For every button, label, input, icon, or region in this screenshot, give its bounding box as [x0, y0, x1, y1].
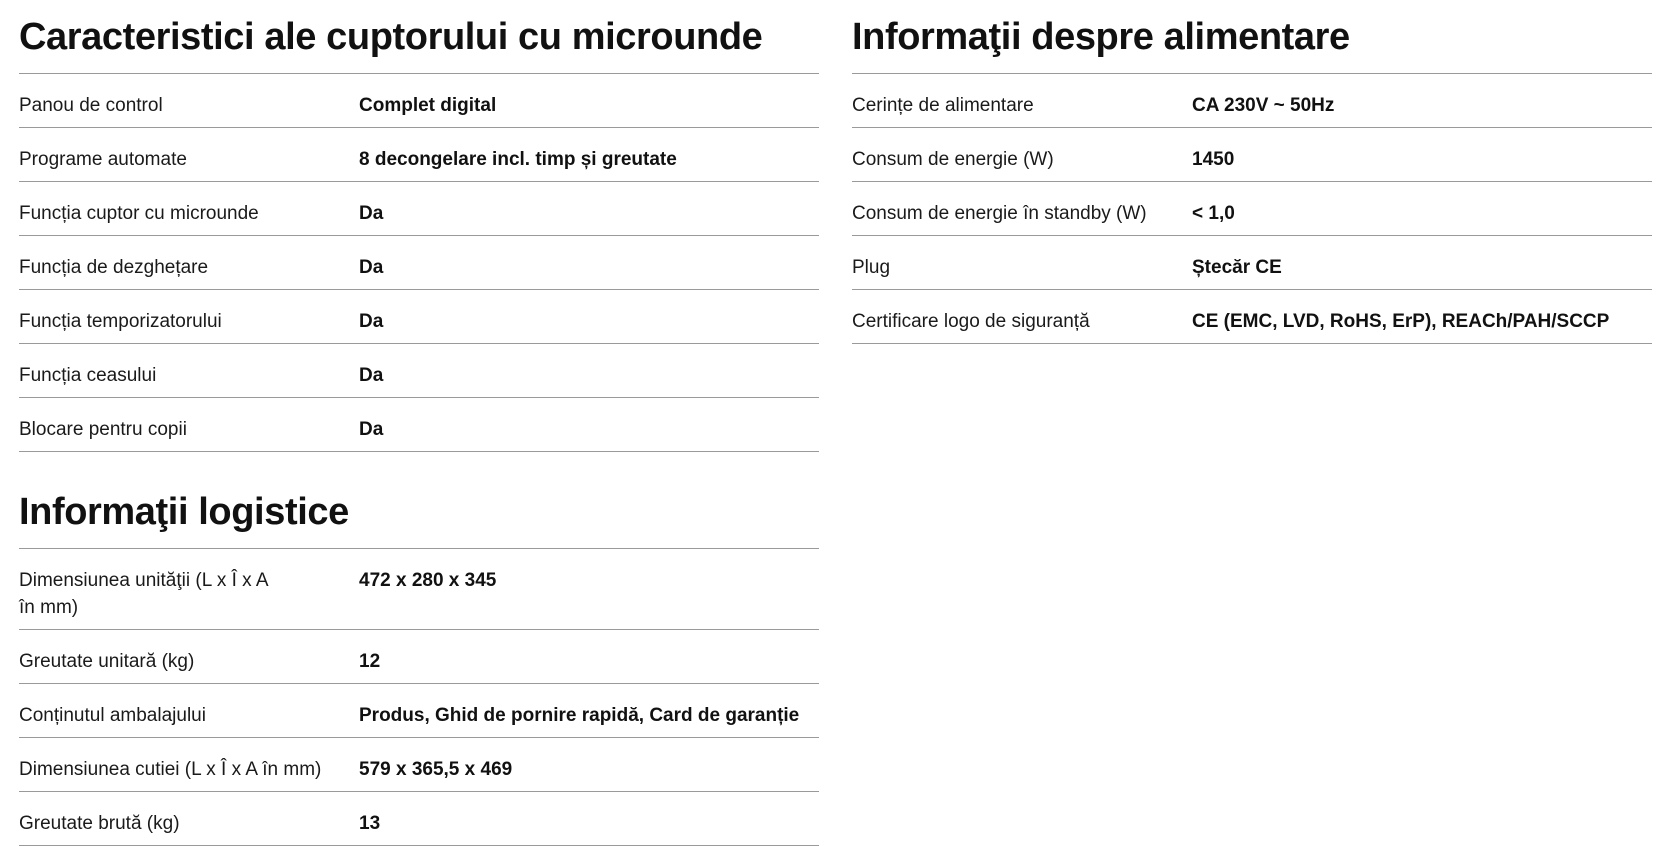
spec-value: Ștecăr CE [1192, 257, 1282, 278]
spec-label: Programe automate [19, 149, 187, 170]
power-header [852, 0, 1652, 74]
logistics-header [19, 475, 819, 549]
spec-label: Blocare pentru copii [19, 419, 187, 440]
spec-value: 8 decongelare incl. timp și greutate [359, 149, 677, 170]
spec-row-unit-weight [19, 630, 819, 684]
spec-row-package-contents [19, 684, 819, 738]
microwave-features-header [19, 0, 819, 74]
spec-label: Greutate brută (kg) [19, 813, 180, 834]
spec-label: Dimensiunea cutiei (L x Î x A în mm) [19, 759, 322, 780]
power-title: Informaţii despre alimentare [852, 16, 1350, 58]
spec-row-microwave-function [19, 182, 819, 236]
spec-value: Produs, Ghid de pornire rapidă, Card de garanție [359, 705, 800, 726]
spec-row-unit-dimensions [19, 549, 819, 630]
spec-label: Dimensiunea unităţii (L x Î x A în mm) [19, 570, 268, 618]
spec-value: 579 x 365,5 x 469 [359, 759, 513, 780]
spec-value: Da [359, 419, 384, 440]
spec-value: Da [359, 311, 384, 332]
spec-row-child-lock [19, 398, 819, 452]
spec-label: Plug [852, 257, 891, 278]
logistics-table [19, 549, 819, 846]
spec-label: Funcția ceasului [19, 365, 157, 386]
logistics-section [19, 475, 819, 846]
spec-row-power-requirements [852, 74, 1652, 128]
spec-value: Da [359, 203, 384, 224]
power-section [852, 0, 1652, 344]
microwave-features-section [19, 0, 819, 452]
spec-label: Conținutul ambalajului [19, 705, 206, 726]
spec-row-clock-function [19, 344, 819, 398]
spec-value: 1450 [1192, 149, 1235, 170]
spec-value: CE (EMC, LVD, RoHS, ErP), REACh/PAH/SCCP [1192, 311, 1610, 332]
spec-row-gross-weight [19, 792, 819, 846]
spec-row-plug [852, 236, 1652, 290]
spec-row-timer-function [19, 290, 819, 344]
spec-value: 472 x 280 x 345 [359, 570, 497, 591]
spec-row-defrost-function [19, 236, 819, 290]
spec-label: Consum de energie în standby (W) [852, 203, 1147, 224]
microwave-features-table [19, 74, 819, 452]
spec-label: Panou de control [19, 95, 163, 116]
spec-label: Certificare logo de siguranță [852, 311, 1090, 332]
spec-row-box-dimensions [19, 738, 819, 792]
spec-label: Cerințe de alimentare [852, 95, 1034, 116]
spec-value: Da [359, 257, 384, 278]
spec-label: Funcția de dezghețare [19, 257, 209, 278]
spec-row-auto-programs [19, 128, 819, 182]
spec-value: Complet digital [359, 95, 497, 116]
spec-label: Funcția temporizatorului [19, 311, 222, 332]
spec-value: 12 [359, 651, 381, 672]
spec-row-standby-consumption [852, 182, 1652, 236]
spec-row-control-panel [19, 74, 819, 128]
spec-label: Greutate unitară (kg) [19, 651, 195, 672]
spec-row-power-consumption [852, 128, 1652, 182]
spec-row-safety-certification [852, 290, 1652, 344]
power-table [852, 74, 1652, 344]
logistics-title: Informaţii logistice [19, 491, 349, 533]
spec-value: < 1,0 [1192, 203, 1235, 224]
spec-label: Funcția cuptor cu microunde [19, 203, 259, 224]
spec-label: Consum de energie (W) [852, 149, 1054, 170]
spec-value: 13 [359, 813, 381, 834]
spec-value: CA 230V ~ 50Hz [1192, 95, 1335, 116]
spec-value: Da [359, 365, 384, 386]
microwave-features-title: Caracteristici ale cuptorului cu microunde [19, 16, 763, 58]
